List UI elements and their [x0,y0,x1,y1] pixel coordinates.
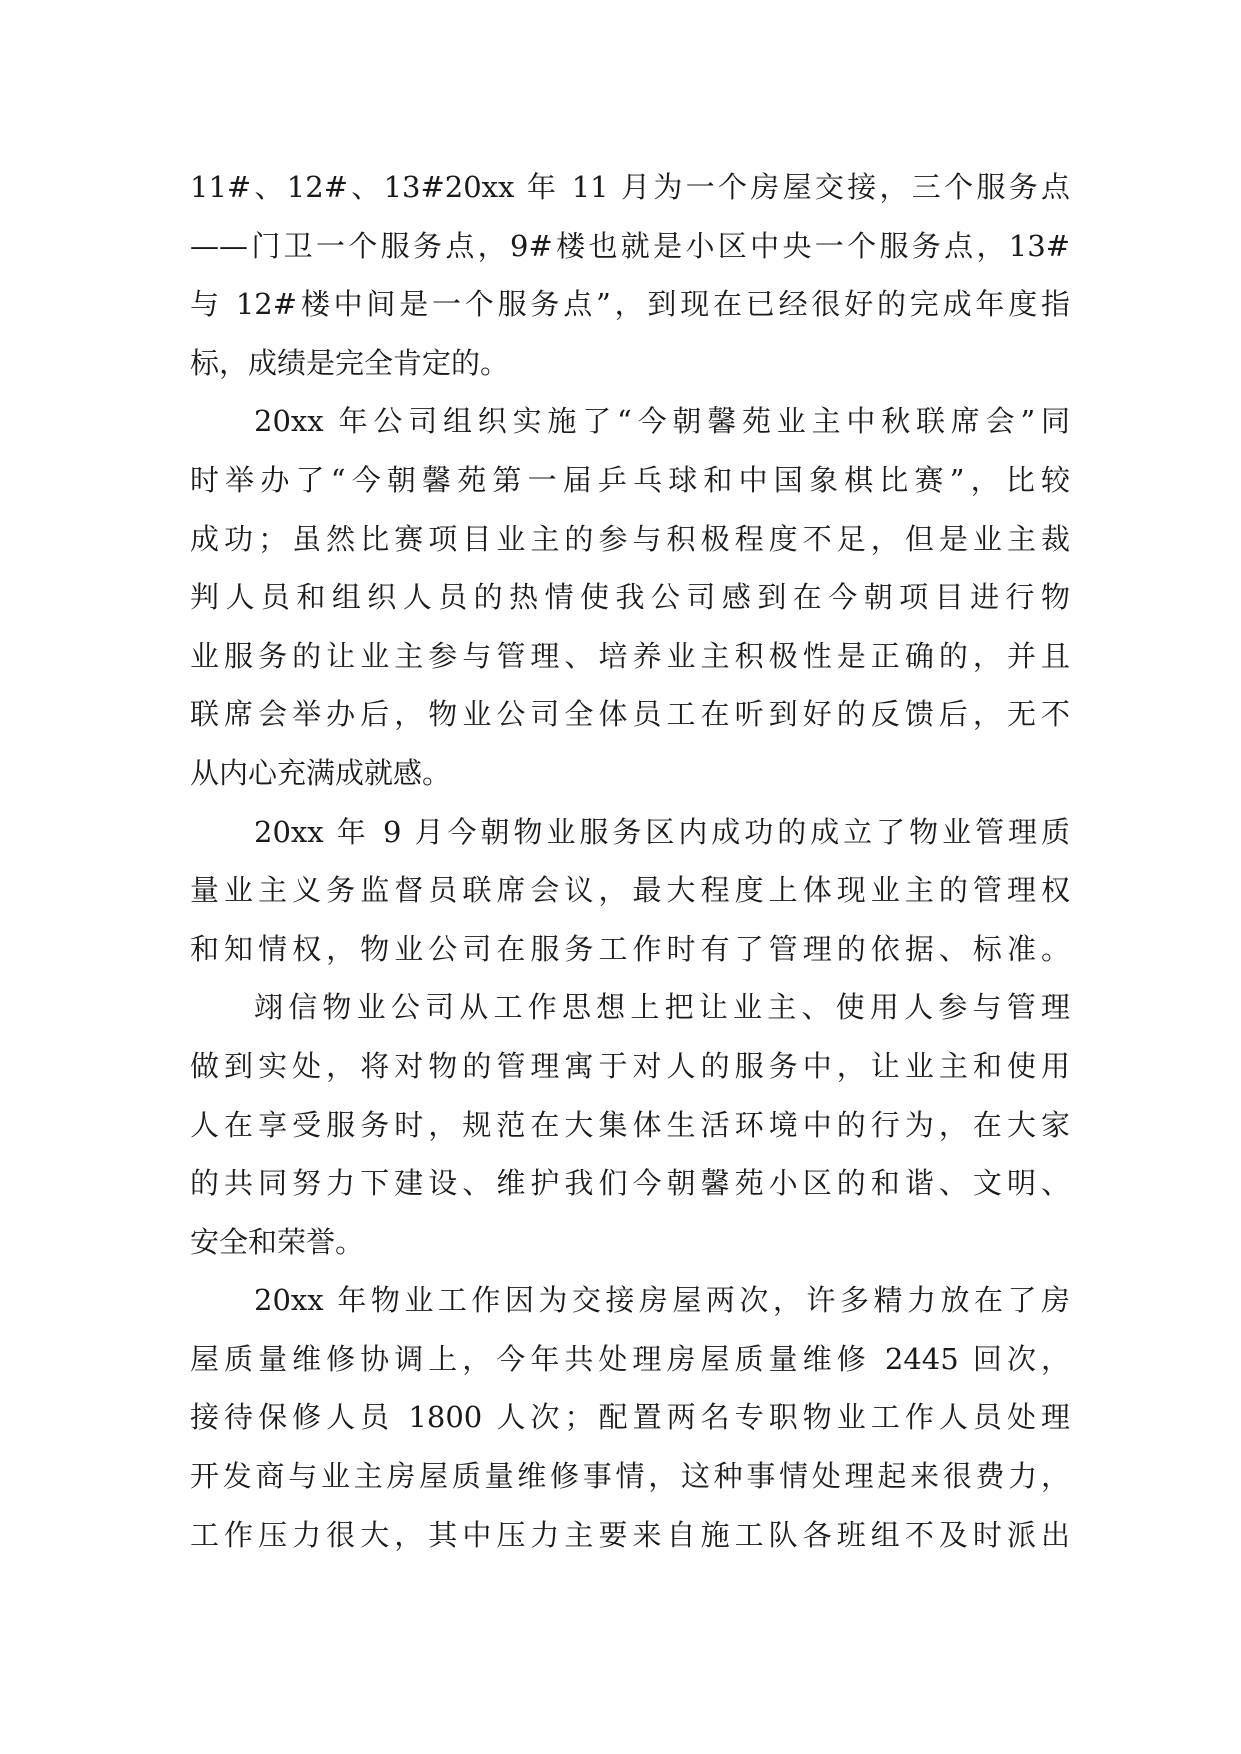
text-line: 屋质量维修协调上，今年共处理房屋质量维修 2445 回次， [190,1341,1070,1376]
text-line: 工作压力很大，其中压力主要来自施工队各班组不及时派出 [190,1517,1070,1552]
text-line: ——门卫一个服务点，9#楼也就是小区中央一个服务点，13# [190,228,1070,263]
body-text [190,158,1070,1564]
text-line: 20xx 年公司组织实施了“今朝馨苑业主中秋联席会”同 [254,404,1070,439]
text-line: 11#、12#、13#20xx 年 11 月为一个房屋交接，三个服务点 [190,170,1070,204]
text-line: 和知情权，物业公司在服务工作时有了管理的依据、标准。 [190,931,1070,966]
text-line: 接待保修人员 1800 人次；配置两名专职物业工作人员处理 [190,1400,1070,1435]
text-line: 业服务的让业主参与管理、培养业主积极性是正确的，并且 [190,638,1070,673]
text-line: 做到实处，将对物的管理寓于对人的服务中，让业主和使用 [190,1048,1070,1083]
text-line: 成功；虽然比赛项目业主的参与积极程度不足，但是业主裁 [190,521,1070,556]
text-line: 从内心充满成就感。 [190,755,452,790]
text-line: 判人员和组织人员的热情使我公司感到在今朝项目进行物 [190,580,1070,615]
text-line: 20xx 年 9 月今朝物业服务区内成功的成立了物业管理质 [254,814,1070,849]
text-line: 20xx 年物业工作因为交接房屋两次，许多精力放在了房 [254,1283,1070,1318]
text-line: 联席会举办后，物业公司全体员工在听到好的反馈后，无不 [190,697,1070,732]
text-line: 标，成绩是完全肯定的。 [190,345,510,380]
text-line: 量业主义务监督员联席会议，最大程度上体现业主的管理权 [190,873,1070,908]
text-line: 人在享受服务时，规范在大集体生活环境中的行为，在大家 [190,1107,1070,1142]
text-line: 安全和荣誉。 [190,1224,365,1259]
text-line: 与 12#楼中间是一个服务点”，到现在已经很好的完成年度指 [190,287,1070,322]
text-line: 开发商与业主房屋质量维修事情，这种事情处理起来很费力， [190,1459,1070,1494]
text-line: 翊信物业公司从工作思想上把让业主、使用人参与管理 [254,990,1070,1025]
text-line: 时举办了“今朝馨苑第一届乒乓球和中国象棋比赛”，比较 [190,462,1070,497]
text-line: 的共同努力下建设、维护我们今朝馨苑小区的和谐、文明、 [190,1166,1070,1201]
